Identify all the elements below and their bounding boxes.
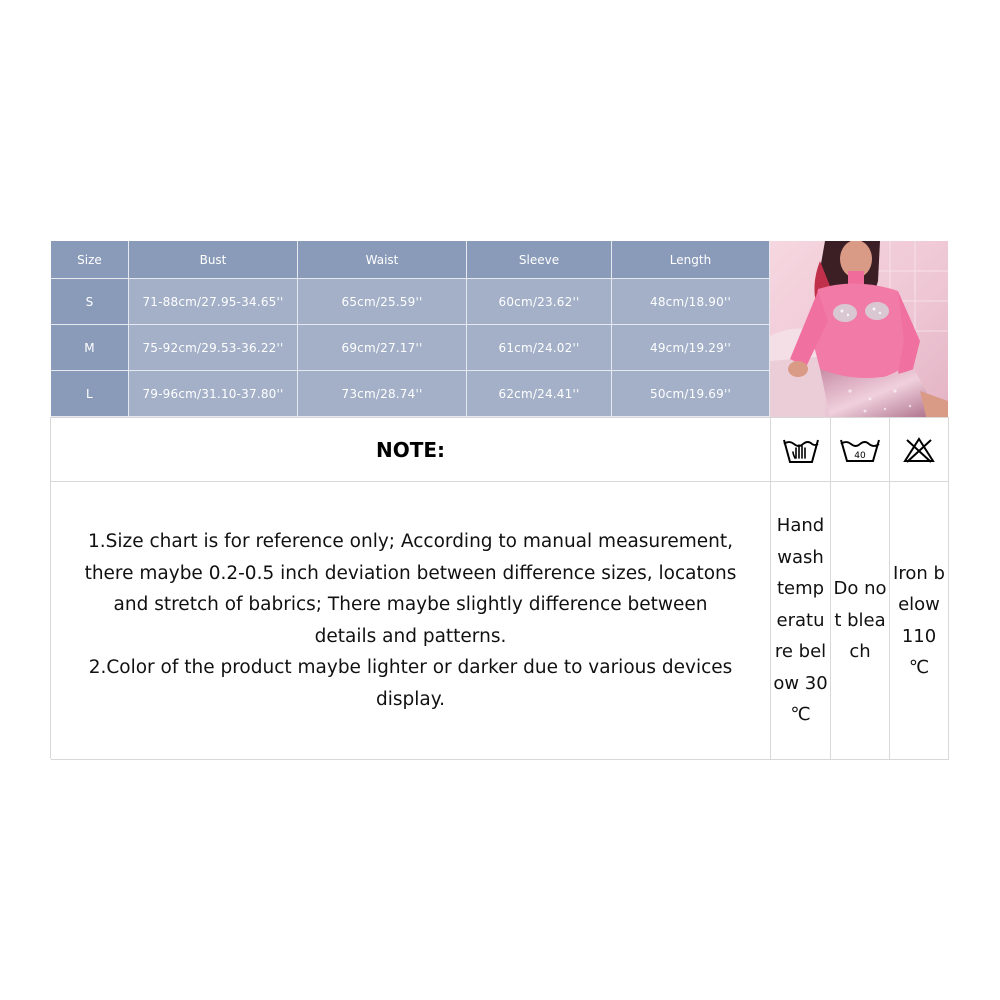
bust-cell: 75-92cm/29.53-36.22'': [129, 325, 298, 371]
size-cell: L: [51, 371, 129, 417]
hand-wash-icon: [771, 418, 830, 481]
header-length: Length: [612, 241, 770, 279]
bust-cell: 71-88cm/27.95-34.65'': [129, 279, 298, 325]
note-line: and stretch of babrics; There maybe slightly difference between: [113, 594, 708, 615]
note-line: there maybe 0.2-0.5 inch deviation between difference sizes, locatons: [84, 562, 737, 584]
divider: [948, 417, 949, 759]
wash-40-icon: [831, 418, 889, 481]
care-text-bleach: Do not bleach: [833, 578, 887, 663]
header-waist: Waist: [298, 241, 467, 279]
header-size: Size: [51, 241, 129, 279]
size-cell: S: [51, 279, 129, 325]
length-cell: 49cm/19.29'': [612, 325, 770, 371]
note-line: 1.Size chart is for reference only; According to manual measurement,: [88, 531, 733, 552]
sleeve-cell: 60cm/23.62'': [467, 279, 612, 325]
header-sleeve: Sleeve: [467, 241, 612, 279]
note-line: display.: [376, 688, 445, 710]
product-photo: [770, 241, 948, 417]
waist-cell: 73cm/28.74'': [298, 371, 467, 417]
sleeve-cell: 62cm/24.41'': [467, 371, 612, 417]
sleeve-cell: 61cm/24.02'': [467, 325, 612, 371]
size-cell: M: [51, 325, 129, 371]
note-body: [51, 482, 770, 759]
no-bleach-icon: [890, 418, 948, 481]
header-bust: Bust: [129, 241, 298, 279]
length-cell: 50cm/19.69'': [612, 371, 770, 417]
wash-temp-label: 40: [854, 450, 866, 461]
care-text-iron: Iron below 110 ℃: [893, 562, 945, 678]
note-line: details and patterns.: [314, 625, 507, 647]
bust-cell: 79-96cm/31.10-37.80'': [129, 371, 298, 417]
waist-cell: 65cm/25.59'': [298, 279, 467, 325]
care-text-hand-wash: Hand wash temperature below 30 ℃: [773, 515, 828, 726]
note-title: NOTE:: [375, 437, 446, 462]
waist-cell: 69cm/27.17'': [298, 325, 467, 371]
divider: [51, 759, 949, 760]
length-cell: 48cm/18.90'': [612, 279, 770, 325]
note-line: 2.Color of the product maybe lighter or darker due to various devices: [88, 657, 733, 678]
